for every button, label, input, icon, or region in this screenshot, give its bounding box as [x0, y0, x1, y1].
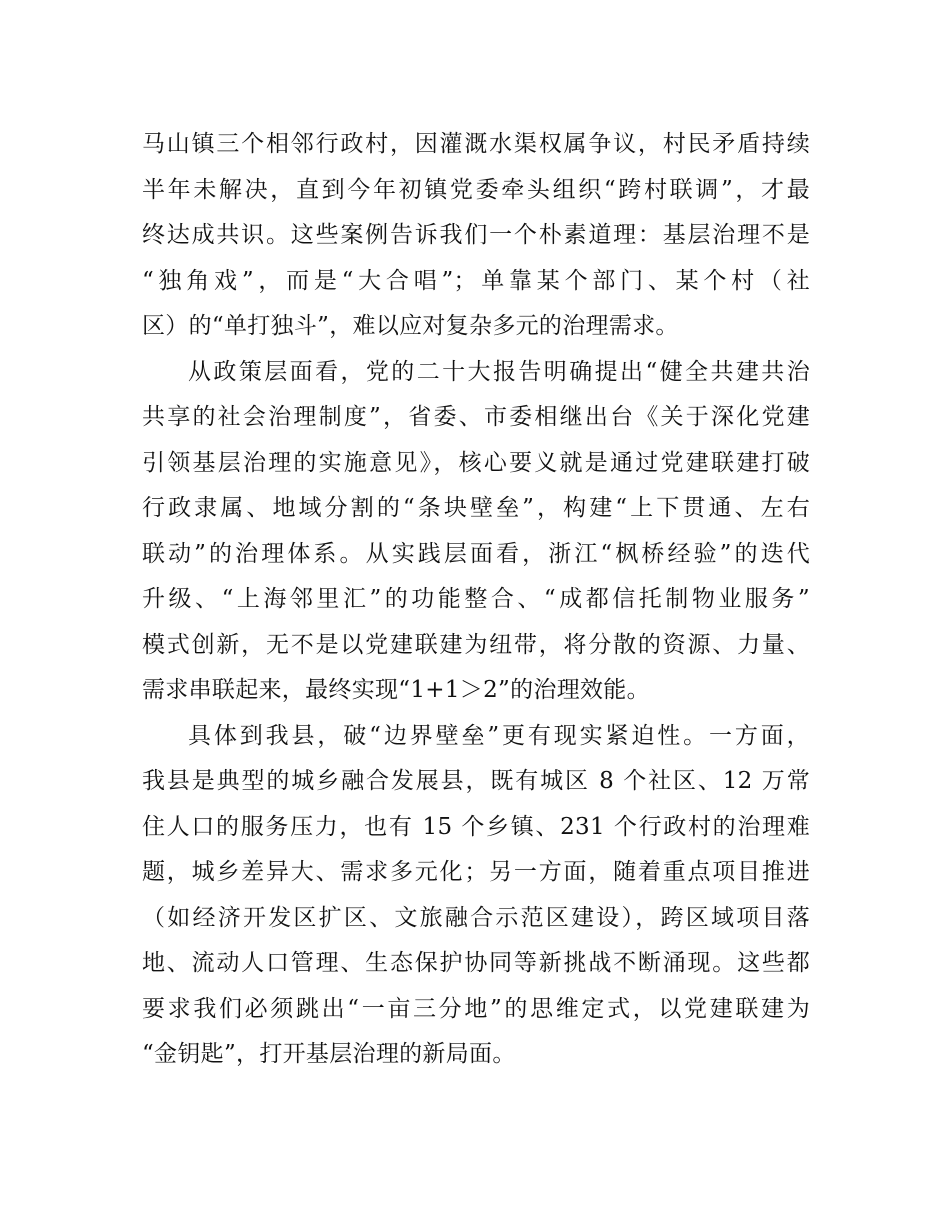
text-line: 模式创新，无不是以党建联建为纽带，将分散的资源、力量、 — [142, 631, 810, 658]
text-line: “独角戏”，而是“大合唱”；单靠某个部门、某个村（社 — [142, 267, 810, 294]
text-line: （如经济开发区扩区、文旅融合示范区建设），跨区域项目落 — [142, 904, 810, 931]
text-line: 马山镇三个相邻行政村，因灌溉水渠权属争议，村民矛盾持续 — [142, 131, 810, 157]
text-line: 共享的社会治理制度”，省委、市委相继出台《关于深化党建 — [142, 404, 810, 430]
paragraph-2 — [142, 350, 810, 714]
text-line: 从政策层面看，党的二十大报告明确提出“健全共建共治 — [188, 358, 810, 385]
text-line: 具体到我县，破“边界壁垒”更有现实紧迫性。一方面， — [188, 722, 810, 749]
text-line: 联动”的治理体系。从实践层面看，浙江“枫桥经验”的迭代 — [142, 540, 810, 567]
text-line: 地、流动人口管理、生态保护协同等新挑战不断涌现。这些都 — [142, 950, 810, 976]
text-line: 要求我们必须跳出“一亩三分地”的思维定式，以党建联建为 — [142, 995, 810, 1022]
text-line: 半年未解决，直到今年初镇党委牵头组织“跨村联调”，才最 — [142, 176, 810, 203]
text-line: 升级、“上海邻里汇”的功能整合、“成都信托制物业服务” — [142, 586, 810, 612]
text-line: 区）的“单打独斗”，难以应对复杂多元的治理需求。 — [142, 313, 679, 339]
document-body — [142, 122, 810, 1078]
text-line: 我县是典型的城乡融合发展县，既有城区 8 个社区、12 万常 — [142, 768, 810, 794]
text-line: 终达成共识。这些案例告诉我们一个朴素道理：基层治理不是 — [142, 222, 810, 248]
text-line: 需求串联起来，最终实现“1+1＞2”的治理效能。 — [142, 677, 650, 703]
text-line: 题，城乡差异大、需求多元化；另一方面，随着重点项目推进 — [142, 859, 810, 885]
text-line: “金钥匙”，打开基层治理的新局面。 — [142, 1041, 516, 1067]
paragraph-3 — [142, 714, 810, 1078]
paragraph-1 — [142, 122, 810, 350]
text-line: 引领基层治理的实施意见》，核心要义就是通过党建联建打破 — [142, 449, 810, 476]
text-line: 住人口的服务压力，也有 15 个乡镇、231 个行政村的治理难 — [142, 813, 810, 840]
text-line: 行政隶属、地域分割的“条块壁垒”，构建“上下贯通、左右 — [142, 495, 810, 521]
